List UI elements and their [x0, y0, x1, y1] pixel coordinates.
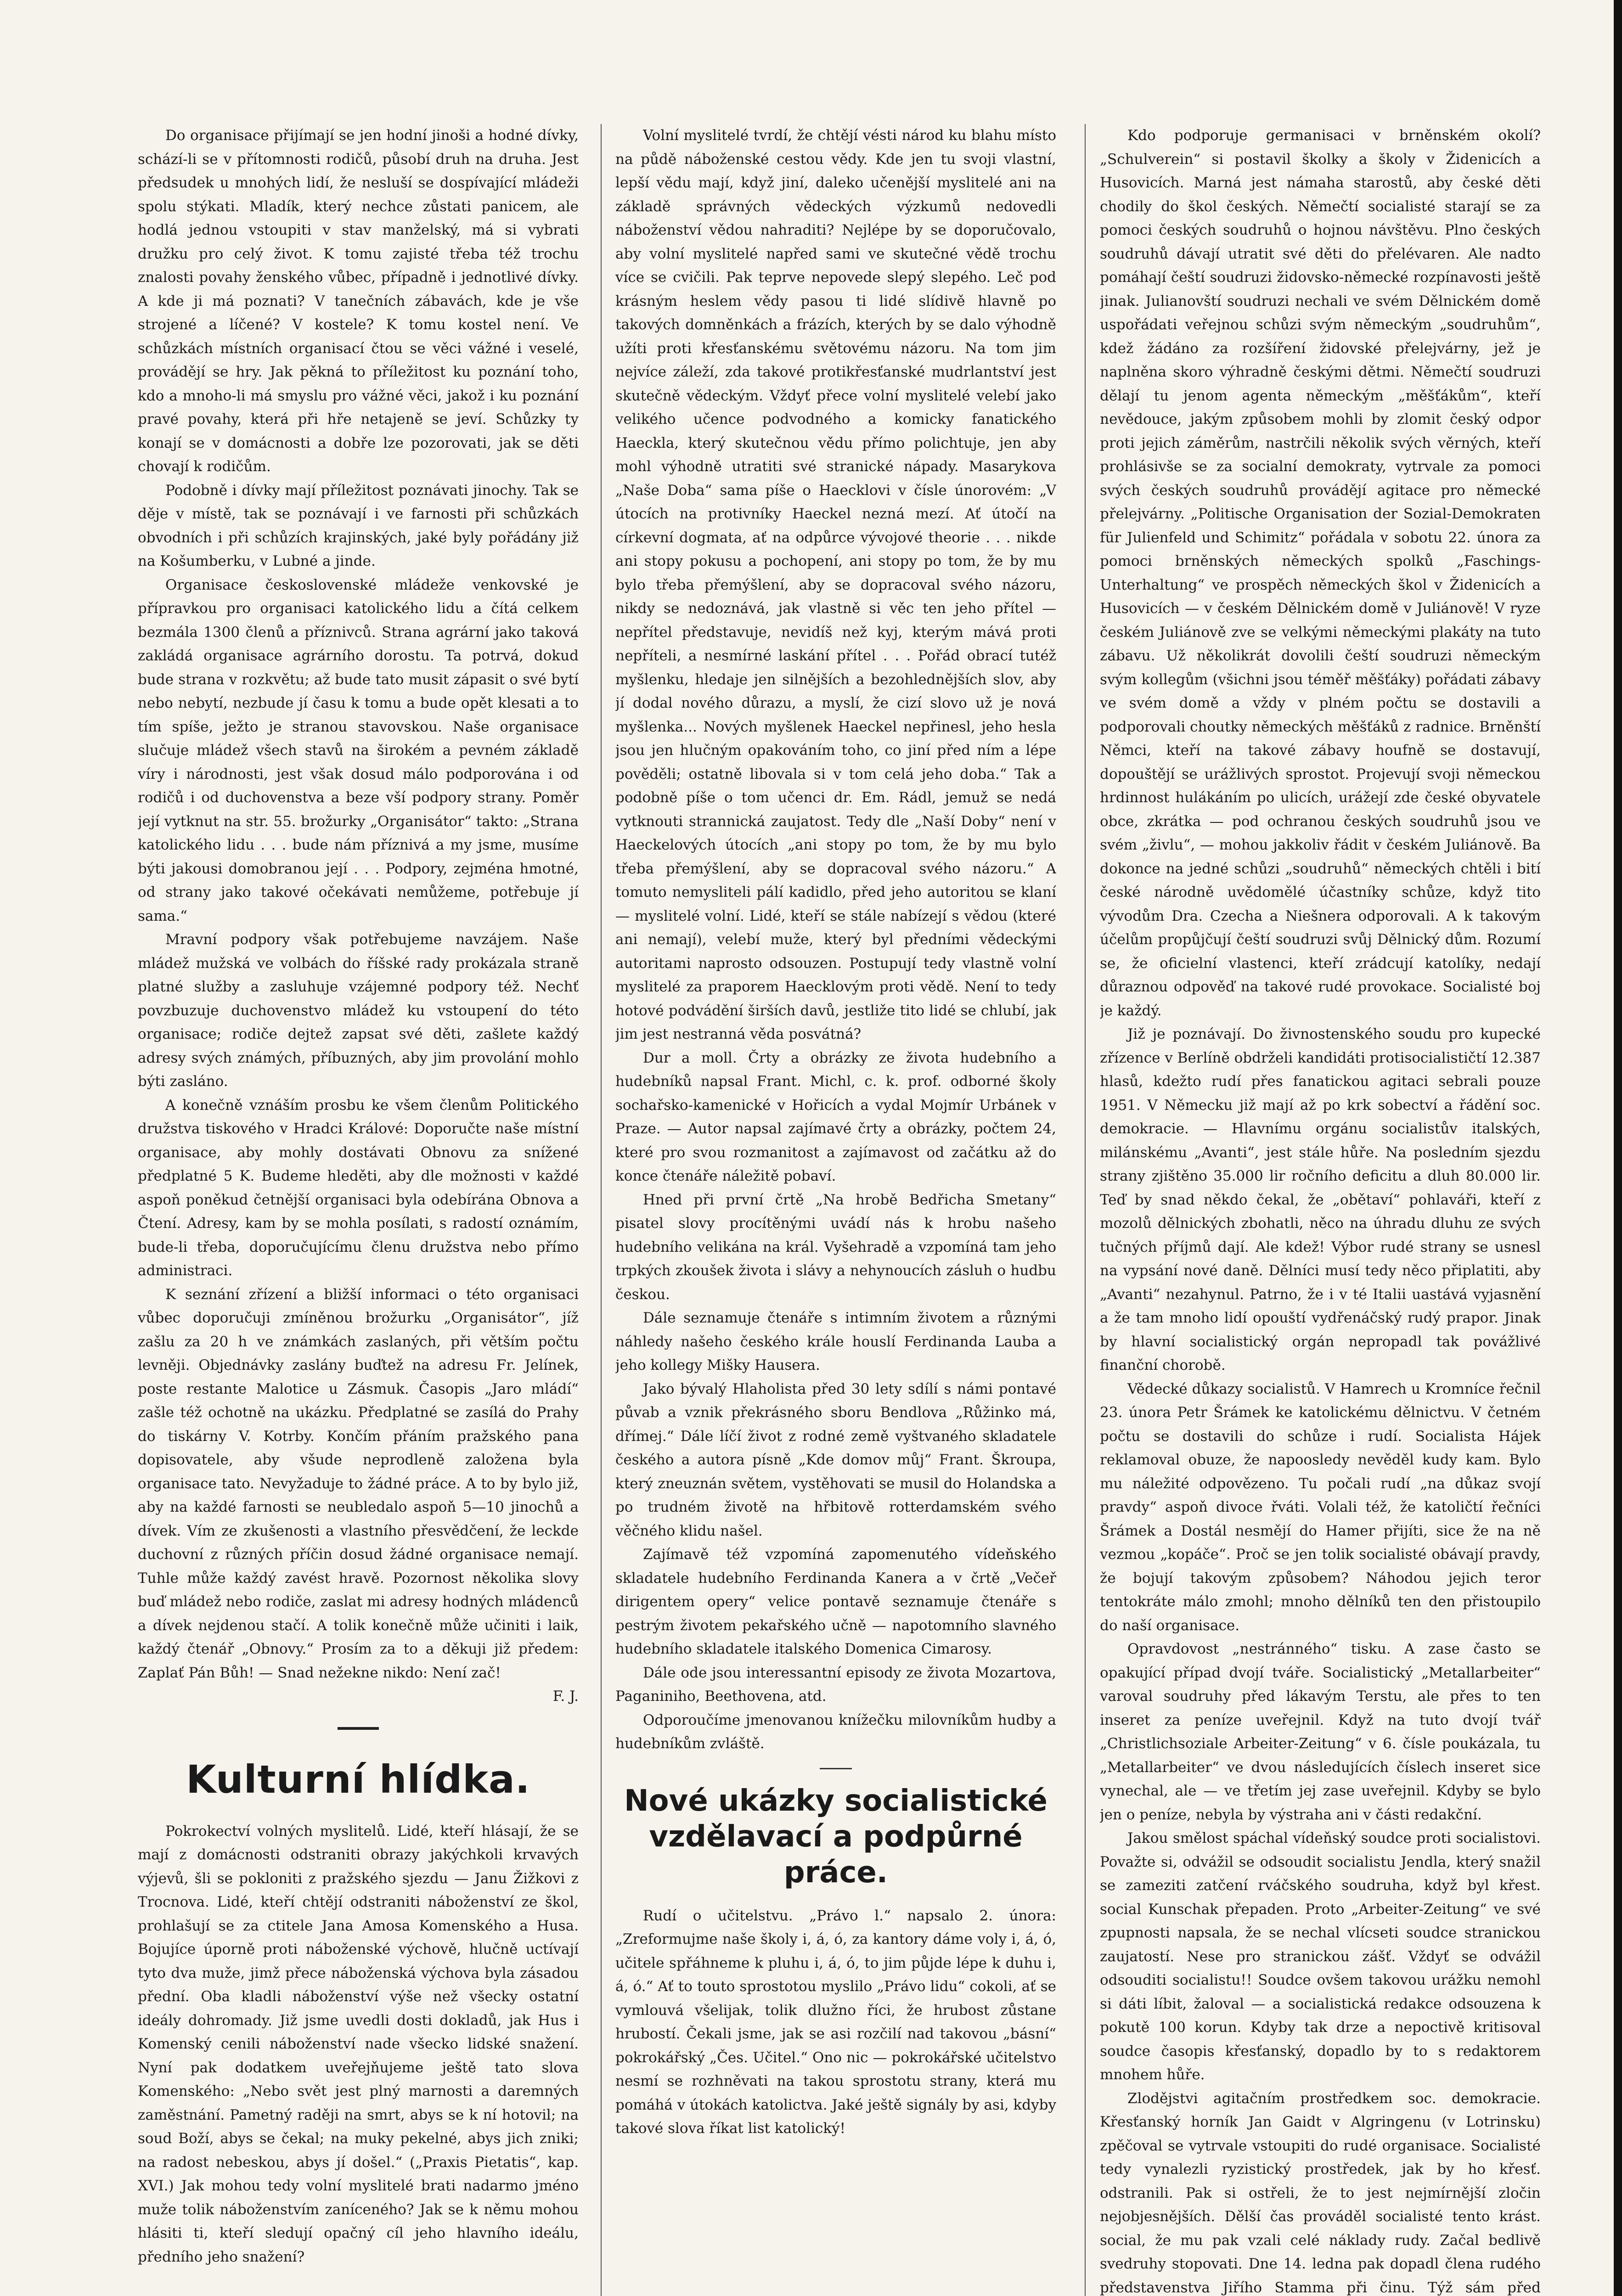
section-heading-kulturni-hlidka: Kulturní hlídka.	[186, 1756, 530, 1802]
column-rule	[601, 124, 602, 2296]
article-paragraph: Zajímavě též vzpomíná zapomenutého vídeňského skladatele hudebního Ferdinanda Kanera a v črtě „Večeř dirigentem opery“ velice pontavě seznamuje čtenáře s pestrým životem pekařského učně — napotomního slavného hudebního skladatele italského Domenica Cimarosy.	[615, 1546, 1056, 1657]
column-3	[1100, 124, 1541, 2296]
article-paragraph: Organisace československé mládeže venkovské je přípravkou pro organisaci katolického lidu a čítá celkem bezmála 1300 členů a příznivců. Strana agrární jako taková zakládá organisace agrárního dorostu. Ta potrvá, dokud bude strana v rozkvětu; až bude tato musit zápasit o své bytí nebo nebytí, nezbude jí času k tomu a bude opět klesati a to tím spíše, ježto je stranou stavovskou. Naše organisace slučuje mládež všech stavů na širokém a pevném základě víry i národnosti, jest však dosud málo podporována i od rodičů i od duchovenstva a beze vší podpory strany. Poměr její vytknut na str. 55. brožurky „Organisátor“ takto: „Strana katolického lidu . . . bude nám příznivá a my jsme, musíme býti jakousi domobranou její . . . Podpory, zejména hmotné, od strany jako takové očekávati nemůžeme, potřebuje jí sama.“	[138, 576, 579, 924]
section-separator	[820, 1768, 852, 1769]
column-1	[138, 124, 579, 2296]
article-paragraph: Vědecké důkazy socialistů. V Hamrech u Kromníce řečnil 23. února Petr Šrámek ke katolickému dělnictvu. V četném počtu se dostavili do schůze i rudí. Socialista Hájek reklamoval obuze, že napoosledy nevěděl kudy kam. Bylo mu náležité odpovězeno. Tu počali rudí „na důkaz svojí pravdy“ aspoň divoce řváti. Volali též, že katoličtí řečníci Šrámek a Dostál nesmějí do Hamer přijíti, sice že na ně vezmou „kopáče“. Proč se jen tolik socialisté obávají pravdy, že bojují takovým způsobem? Náhodou jejich teror tentokráte málo zmohl; mnoho dělníků ten den přistoupilo do naší organisace.	[1100, 1380, 1541, 1634]
article-paragraph: Opravdovost „nestránného“ tisku. A zase často se opakující případ dvojí tváře. Socialistický „Metallarbeiter“ varoval soudruhy před lákavým Terstu, ale přes to ten inseret za peníze uveřejnil. Když na tuto dvojí tvář „Christlichsoziale Arbeiter-Zeitung“ v 6. čísle poukázala, tu „Metallarbeiter“ ve dvou následujících číslech inseret sice vynechal, ale — ve třetím jej zase uveřejnil. Kdyby se bylo jen o peníze, nebyla by výstraha ani v části redakční.	[1100, 1641, 1541, 1823]
article-paragraph: A konečně vznáším prosbu ke všem členům Politického družstva tiskového v Hradci Králové: Doporučte naše místní organisace, aby mohly dostávati Obnovu za snížené předplatné 5 K. Budeme hleděti, aby dle možnosti v každé aspoň poněkud četnější organisaci byla odebírána Obnova a Čtení. Adresy, kam by se mohla posílati, s radostí oznámím, bude-li třeba, doporučujícímu členu družstva nebo přímo administraci.	[138, 1097, 579, 1279]
section-heading-nove-ukazky: Nové ukázky socialistické vzdělavací a podpůrné práce.	[624, 1784, 1048, 1890]
article-paragraph: Dur a moll. Črty a obrázky ze života hudebního a hudebníků napsal Frant. Michl, c. k. prof. odborné školy sochařsko-kamenické v Hořicích a vydal Mojmír Urbánek v Praze. — Autor napsal zajímavé črty a obrázky, počtem 24, které pro svou rozmanitost a zajímavost od začátku až do konce čtenáře náležitě pobaví.	[615, 1049, 1056, 1184]
article-paragraph: Pokrokectví volných myslitelů. Lidé, kteří hlásají, že se mají z domácnosti odstraniti obrazy jakýchkoli krvavých výjevů, šli se pokloniti z pražského sjezdu — Janu Žižkovi z Trocnova. Lidé, kteří chtějí odstraniti náboženství ze škol, prohlašují se za ctitele Jana Amosa Komenského a Husa. Bojujíce úporně proti náboženské výchově, hlučně uctívají tyto dva muže, jimž přece náboženská výchova byla zásadou přední. Oba kladli náboženství výše než všecky ostatní ideály dohromady. Již jsme uvedli dosti dokladů, jak Hus i Komenský cenili náboženství nade všecko lidské snažení. Nyní pak dodatkem uveřejňujeme ještě tato slova Komenského: „Nebo svět jest plný marnosti a daremných zaměstnání. Pametný raději na smrt, abys se k ní hotovil; na soud Boží, abys se čekal; na muky pekelné, abys jich zniki; na radost nebeskou, abys jí došel.“ („Praxis Pietatis“, kap. XVI.) Jak mohou tedy volní myslitelé brati nadarmo jméno muže tolik náboženstvím zaníceného? Jak se k němu mohou hlásiti ti, kteří sledují opačný cíl jeho hlavního ideálu, předního jeho snažení?	[138, 1823, 579, 2265]
article-paragraph: Jakou smělost spáchal vídeňský soudce proti socialistovi. Považte si, odvážil se odsoudit socialistu Jendla, který snažil se zameziti zatčení rváčského soudruha, když byl křest. social Kunschak přepaden. Proto „Arbeiter-Zeitung“ ve své zpupnosti napsala, že se nechal vlícseti soudce stranickou zaujatostí. Nese pro stranickou zášť. Vždyť se odvážil odsouditi socialistu!! Soudce ovšem takovou urážku nemohl si dáti líbit, žaloval — a socialistická redakce odsouzena k pokutě 100 korun. Kdyby tak drze a nepoctivě kritisoval soudce časopis křesťanský, dopadlo by to s redaktorem mnohem hůře.	[1100, 1830, 1541, 2083]
article-signature: F. J.	[552, 1688, 579, 1705]
section-separator	[338, 1727, 379, 1730]
article-paragraph: Dále ode jsou interessantní episody ze života Mozartova, Paganiniho, Beethovena, atd.	[615, 1664, 1056, 1705]
article-paragraph: Rudí o učitelstvu. „Právo l.“ napsalo 2. února: „Zreformujme naše školy i, á, ó, za kantory dáme voly i, á, ó, učitele spřáhneme k pluhu i, á, ó, to jim půjde lépe k duhu i, á, ó.“ Ať to touto sprostotou myslilo „Právo lidu“ cokoli, ať se vymlouvá všelijak, tolik dlužno říci, že hrubost zůstane hrubostí. Čekali jsme, jak se asi rozčilí nad takovou „básní“ pokrokářský „Čes. Učitel.“ Ono nic — pokrokářské učitelstvo nesmí se rozhněvati na takou sprostotu strany, která mu pomáhá v útokách katolictva. Jaké ještě signály by asi, kdyby takové slova říkat list katolický!	[615, 1907, 1056, 2137]
newspaper-page	[138, 124, 1580, 2296]
article-paragraph: Jako bývalý Hlaholista před 30 lety sdílí s námi pontavé půvab a vznik překrásného sboru Bendlova „Růžinko má, dřímej.“ Dále líčí život z rodné země vyštvaného skladatele českého a autora písně „Kde domov můj“ Frant. Škroupa, který zneuznán světem, vystěhovati se musil do Holandska a po trudném životě na hřbitově rotterdamském svého věčného klidu našel.	[615, 1380, 1056, 1539]
article-paragraph: Podobně i dívky mají příležitost poznávati jinochy. Tak se děje v místě, tak se poznávají i ve farnosti při schůzkách obvodních i při schůzích krajinských, jaké byly pořádány již na Košumberku, v Lubné a jinde.	[138, 482, 579, 569]
page-edge	[1614, 0, 1622, 2296]
article-paragraph: Odporoučíme jmenovanou knížečku milovníkům hudby a hudebníkům zvláště.	[615, 1711, 1056, 1752]
article-paragraph: Volní myslitelé tvrdí, že chtějí vésti národ ku blahu místo na půdě náboženské cestou vědy. Kde jen tu svoji vlastní, lepší vědu mají, když jiní, daleko učenější myslitelé ani na základě správných vědeckých výzkumů nedovedli náboženství vědou nahraditi? Nejlépe by se doporučovalo, aby volní myslitelé napřed sami ve skutečné vědě trochu více se cvičili. Pak teprve nepovede slepý slepého. Leč pod krásným heslem vědy pasou ti lidé slídivě hlavně po takových domněnkách a frázích, kterých by se dalo výhodně užíti proti křesťanskému světovému názoru. Na tom jim nejvíce záleží, zda takové protikřesťanské mudrlantství jest skutečně vědeckým. Vždyť přece volní myslitelé velebí jako velikého učence podvodného a komicky fanatického Haeckla, který skutečnou vědu přímo polichtuje, jen aby mohl výhodně utratiti své stranické nápady. Masarykova „Naše Doba“ sama píše o Haecklovi v čísle únorovém: „V útocích na protivníky Haeckel nezná mezí. Ať útočí na církevní dogmata, ať na odpůrce vývojové theorie . . . nikde ani stopy pokusu a pochopení, ani stopy po tom, že by mu bylo třeba přemýšlení, aby se dopracoval svého názoru, nikdy se nedoznává, jak vlastně si věc ten jeho přítel — nepřítel představuje, nevidíš než kyj, kterým mává proti nepříteli, a nesmírné laskání přítel . . . Pořád obrací tutéž myšlenku, hledaje jen silnějších a bezohlednějších slov, aby jí dodal nového důrazu, a myslí, že cizí slovo už je nová myšlenka... Nových myšlenek Haeckel nepřinesl, jeho hesla jsou jen hlučným opakováním toho, co jiní před ním a lépe pověděli; ostatně libovala si v tom celá jeho doba.“ Tak a podobně píše o tom učenci dr. Em. Rádl, jemuž se nedá vytknouti strannická zaujatost. Tedy dle „Naší Doby“ není v Haeckelových útocích „ani stopy po tom, že by mu bylo třeba přemýšlení, aby se dopracoval svého názoru.“ A tomuto nemysliteli pálí kadidlo, před jeho autoritou se klaní — myslitelé volní. Lidé, kteří se stále nabízejí s vědou (které ani nemají), velebí muže, který byl předními vědeckými autoritami naprosto odsouzen. Postupují tedy vlastně volní myslitelé za praporem Haecklovým proti vědě. Není to tedy hotové podvádění širších davů, jestliže tito lidé se chlubí, jak jim jest nestranná věda posvátná?	[615, 127, 1056, 1042]
article-paragraph: K seznání zřízení a bližší informaci o této organisaci vůbec doporučuji zmíněnou brožurku „Organisátor“, jíž zašlu za 20 h ve známkách zaslaných, při větším počtu levněji. Objednávky zaslány buďtež na adresu Fr. Jelínek, poste restante Malotice u Zásmuk. Časopis „Jaro mládí“ zašle též ochotně na ukázku. Předplatné se zasílá do Prahy do tiskárny V. Kotrby. Končím přáním pražského pana dopisovatele, aby všude neprodleně založena byla organisace tato. Nevyžaduje to žádné práce. A to by bylo již, aby na každé farnosti se neubledalo aspoň 5—10 jinochů a dívek. Vím ze zkušenosti a vlastního přesvědčení, že leckde duchovní z různých příčin dosud žádné organisace nemají. Tuhle může každý zavést hravě. Pozornost několika slovy buď mládež nebo rodiče, zaslat mi adresy hodných mládenců a dívek nejdenou stačí. A tolik konečně může učiniti i laik, každý čtenář „Obnovy.“ Prosím za to a děkuji již předem: Zaplať Pán Bůh! — Snad nežekne nikdo: Není zač!	[138, 1286, 579, 1681]
article-paragraph: Hned při první črtě „Na hrobě Bedřicha Smetany“ pisatel slovy procítěnými uvádí nás k hrobu našeho hudebního velikána na král. Vyšehradě a vzpomíná tam jeho trpkých zkoušek života i slávy a nehynoucích zásluh o hudbu českou.	[615, 1191, 1056, 1303]
article-paragraph: Mravní podpory však potřebujeme navzájem. Naše mládež mužská ve volbách do říšské rady prokázala straně platné služby a zasluhuje vzájemné podpory též. Nechť povzbuzuje duchovenstvo mládež ku vstoupení do této organisace; rodiče dejtež zapsat své děti, zašlete každý adresy svých známých, příbuzných, aby jim provolání mohlo býti zasláno.	[138, 931, 579, 1090]
article-paragraph: Kdo podporuje germanisaci v brněnském okolí? „Schulverein“ si postavil školky a školy v Židenicích a Husovicích. Marná jest námaha starostů, aby české děti chodily do škol českých. Němečtí socialisté starají se za pomoci českých soudruhů o hojnou návštěvu. Plno českých soudruhů dávají utratit své děti do přelévaren. Ale nadto pomáhají čeští soudruzi židovsko-německé rozpínavosti ještě jinak. Julianovští soudruzi nechali ve svém Dělnickém domě uspořádati veřejnou schůzi svým německým „soudruhům“, kdež žádáno za rozšíření židovské přelejvárny, jež je naplněna skoro výhradně českými dětmi. Němečtí soudruzi dělají tu jenom agenta německým „měšťákům“, kteří nevědouce, jakým způsobem mohli by zlomit český odpor proti jejich záměrům, nastrčili několik svých věrných, kteří prohlásivše se za socialní demokraty, vytrvale za pomoci svých českých soudruhů provádějí agitace pro německé přelejvárny. „Politische Organisation der Sozial-Demokraten für Julienfeld und Schimitz“ pořádala v sobotu 22. února za pomoci brněnských německých spolků „Faschings-Unterhaltung“ ve prospěch německých škol v Židenicích a Husovicích — v českém Dělnickém domě v Juliánově! V ryze českém Juliánově zve se velkými německými plakáty na tuto zábavu. Už několikrát dovolili čeští soudruzi německým svým kollegům (všichni jsou téměř měšťáky) pořádati zábavy ve svém domě a vždy v plném počtu se dostavili a podporovali choutky německých měšťáků z radnice. Brněnští Němci, kteří na takové zábavy houfně se dostavují, dopouštějí se urážlivých sprostot. Projevují svoji německou hrdinnost hulákáním po ulicích, urážejí zde české obyvatele obce, zkrátka — pod ochranou českých soudruhů jsou ve svém „živlu“, — mohou jakkoliv řádit v českém Juliánově. Ba dokonce na jedné schůzi „soudruhů“ německých chtěli i bití české národně uvědomělé účastníky schůze, když tito vývodům Dra. Czecha a Niešnera odporovali. A k takovým účelům propůjčují čeští soudruzi svůj Dělnický dům. Rozumí se, že oficielní vlastenci, kteří zrádcují katolíky, nedají důraznou odpověď na takové rudé provokace. Socialisté boj je každý.	[1100, 127, 1541, 1019]
article-paragraph: Již je poznávají. Do živnostenského soudu pro kupecké zřízence v Berlíně obdrželi kandidáti protisocialističtí 12.387 hlasů, kdežto rudí přes fanatickou agitaci sebrali pouze 1951. V Německu již mají až po krk sobectví a řádění soc. demokracie. — Hlavnímu orgánu socialistův italských, milánskému „Avanti“, jest stále hůře. Na posledním sjezdu strany zjištěno 35.000 lir ročního deficitu a dluh 80.000 lir. Teď by snad někdo čekal, že „obětaví“ pohlaváři, kteří z mozolů dělnických zbohatli, něco na úhradu dluhu ze svých tučných příjmů dají. Ale kdež! Výbor rudé strany se usnesl na vypsání nové daně. Dělníci musí tedy něco připlatiti, aby „Avanti“ nezahynul. Patrno, že i v té Italii uastává vyjasnění a že tam mnoho lidí opouští vydřenáčský rudý prapor. Jinak by hlavní socialistický orgán nepropadl tak povážlivé finanční chorobě.	[1100, 1026, 1541, 1373]
column-2	[615, 124, 1056, 2296]
article-paragraph: Zlodějstvi agitačním prostředkem soc. demokracie. Křesťanský horník Jan Gaidt v Algringenu (v Lotrinsku) zpěčoval se vytrvale vstoupiti do rudé organisace. Socialisté tedy vynalezli ryzistický prostředek, jak by ho křesť. odstranili. Pak si ostřeli, že to jest nejmírnější zločin nejobjesnějších. Dělší čas prováděl socialisté tento krást. social, že mu pak vzali celé náklady rudy. Začal bedlivě svedruhy stopovati. Dne 14. ledna pak dopadl člena rudého představenstva Jiřího Stamma při činu. Týž sám před	[1100, 2090, 1541, 2296]
article-paragraph: Do organisace přijímají se jen hodní jinoši a hodné dívky, schází-li se v přítomnosti rodičů, působí druh na druha. Jest předsudek u mnohých lidí, že nesluší se dospívající mládeži spolu stýkati. Mladík, který nechce zůstati panicem, ale hodlá jednou vstoupiti v stav manželský, má si vybrati družku pro celý život. K tomu zajisté třeba též trochu znalosti povahy ženského vůbec, případně i jednotlivé dívky. A kde ji má poznati? V tanečních zábavách, kde je vše strojené a líčené? V kostele? K tomu kostel není. Ve schůzkách místních organisací čtou se věci vážné i veselé, provádějí se hry. Jak pěkná to příležitost ku poznání toho, kdo a mnoho-li má smyslu pro vážné věci, jakož i ku poznání pravé povahy, která při hře netajeně se jeví. Schůzky ty konají se v domácnosti a dobře lze pozorovati, jak se děti chovají k rodičům.	[138, 127, 579, 475]
column-rule	[1085, 124, 1086, 2296]
article-paragraph: Dále seznamuje čtenáře s intimním životem a různými náhledy našeho českého krále houslí Ferdinanda Lauba a jeho kollegy Mišky Hausera.	[615, 1310, 1056, 1373]
